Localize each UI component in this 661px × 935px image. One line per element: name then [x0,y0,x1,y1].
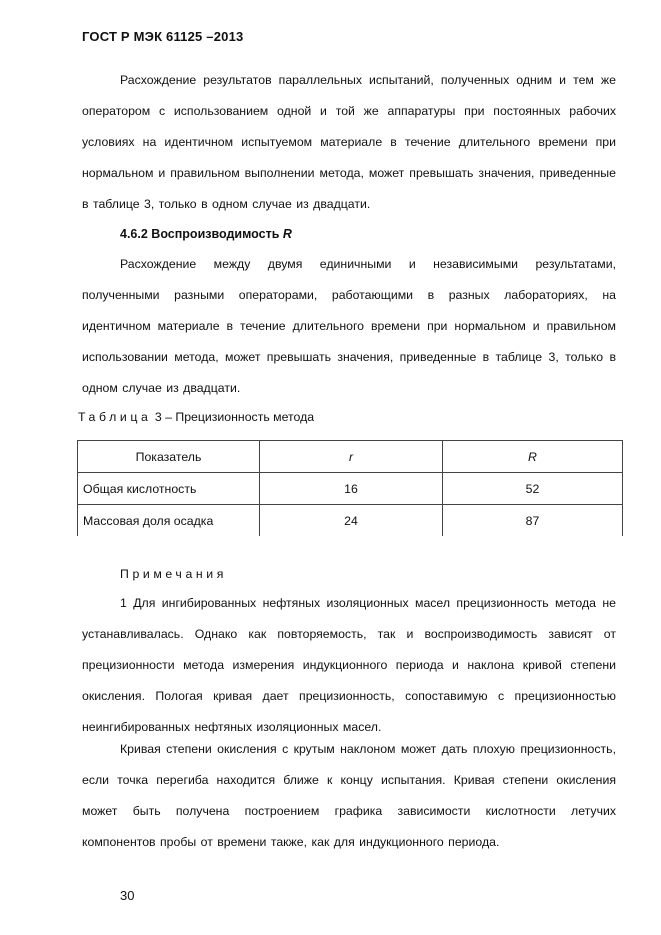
notes-heading: Примечания [120,567,227,581]
header-reproducibility: R [443,441,623,473]
section-title-text: Воспроизводимость [151,227,280,241]
precision-table [77,440,623,536]
table-row [78,505,623,537]
row-r-value: 16 [260,473,443,505]
repeatability-paragraph: Расхождение результатов параллельных испытаний, полученных одним и тем же оператором с использованием одной и той же аппаратуры при постоянных рабочих условиях на идентичном испытуемом материале в течение длительного времени при нормальном и правильном выполнении метода, может превышать значения, приведенные в таблице 3, только в одном случае из двадцати. [82,73,616,211]
table-row [78,473,623,505]
table-caption-text: – Прецизионность метода [165,410,315,424]
document-header: ГОСТ Р МЭК 61125 –2013 [82,29,244,44]
section-symbol: R [282,227,292,241]
note-1-continuation-paragraph: Кривая степени окисления с крутым наклоном может дать плохую прецизионность, если точка перегиба находится ближе к концу испытания. Кривая степени окисления может быть получена построением графика зависимости кислотности летучих компонентов пробы от времени также, как для индукционного периода. [82,742,616,849]
note-1-paragraph: 1 Для ингибированных нефтяных изоляционных масел прецизионность метода не устанавливалась. Однако как повторяемость, так и воспроизводимость зависят от прецизионности метода измерения индукционного периода и наклона кривой степени окисления. Пологая кривая дает прецизионность, сопоставимую с прецизионностью неингибированных нефтяных изоляционных масел. [82,596,616,734]
header-indicator: Показатель [78,441,260,473]
table-caption [78,410,314,424]
reproducibility-paragraph: Расхождение между двумя единичными и независимыми результатами, полученными разными операторами, работающими в разных лабораториях, на идентичном материале в течение длительного времени при нормальном и правильном использовании метода, может превышать значения, приведенные в таблице 3, только в одном случае из двадцати. [82,257,616,395]
section-number: 4.6.2 [120,227,148,241]
table-caption-number: 3 [154,410,162,424]
table-caption-label: Таблица [78,410,152,424]
page-number: 30 [120,888,135,903]
section-heading [120,227,292,241]
row-label: Общая кислотность [78,473,260,505]
row-R-value: 52 [443,473,623,505]
row-R-value: 87 [443,505,623,537]
table-header-row [78,441,623,473]
row-r-value: 24 [260,505,443,537]
header-repeatability: r [260,441,443,473]
row-label: Массовая доля осадка [78,505,260,537]
